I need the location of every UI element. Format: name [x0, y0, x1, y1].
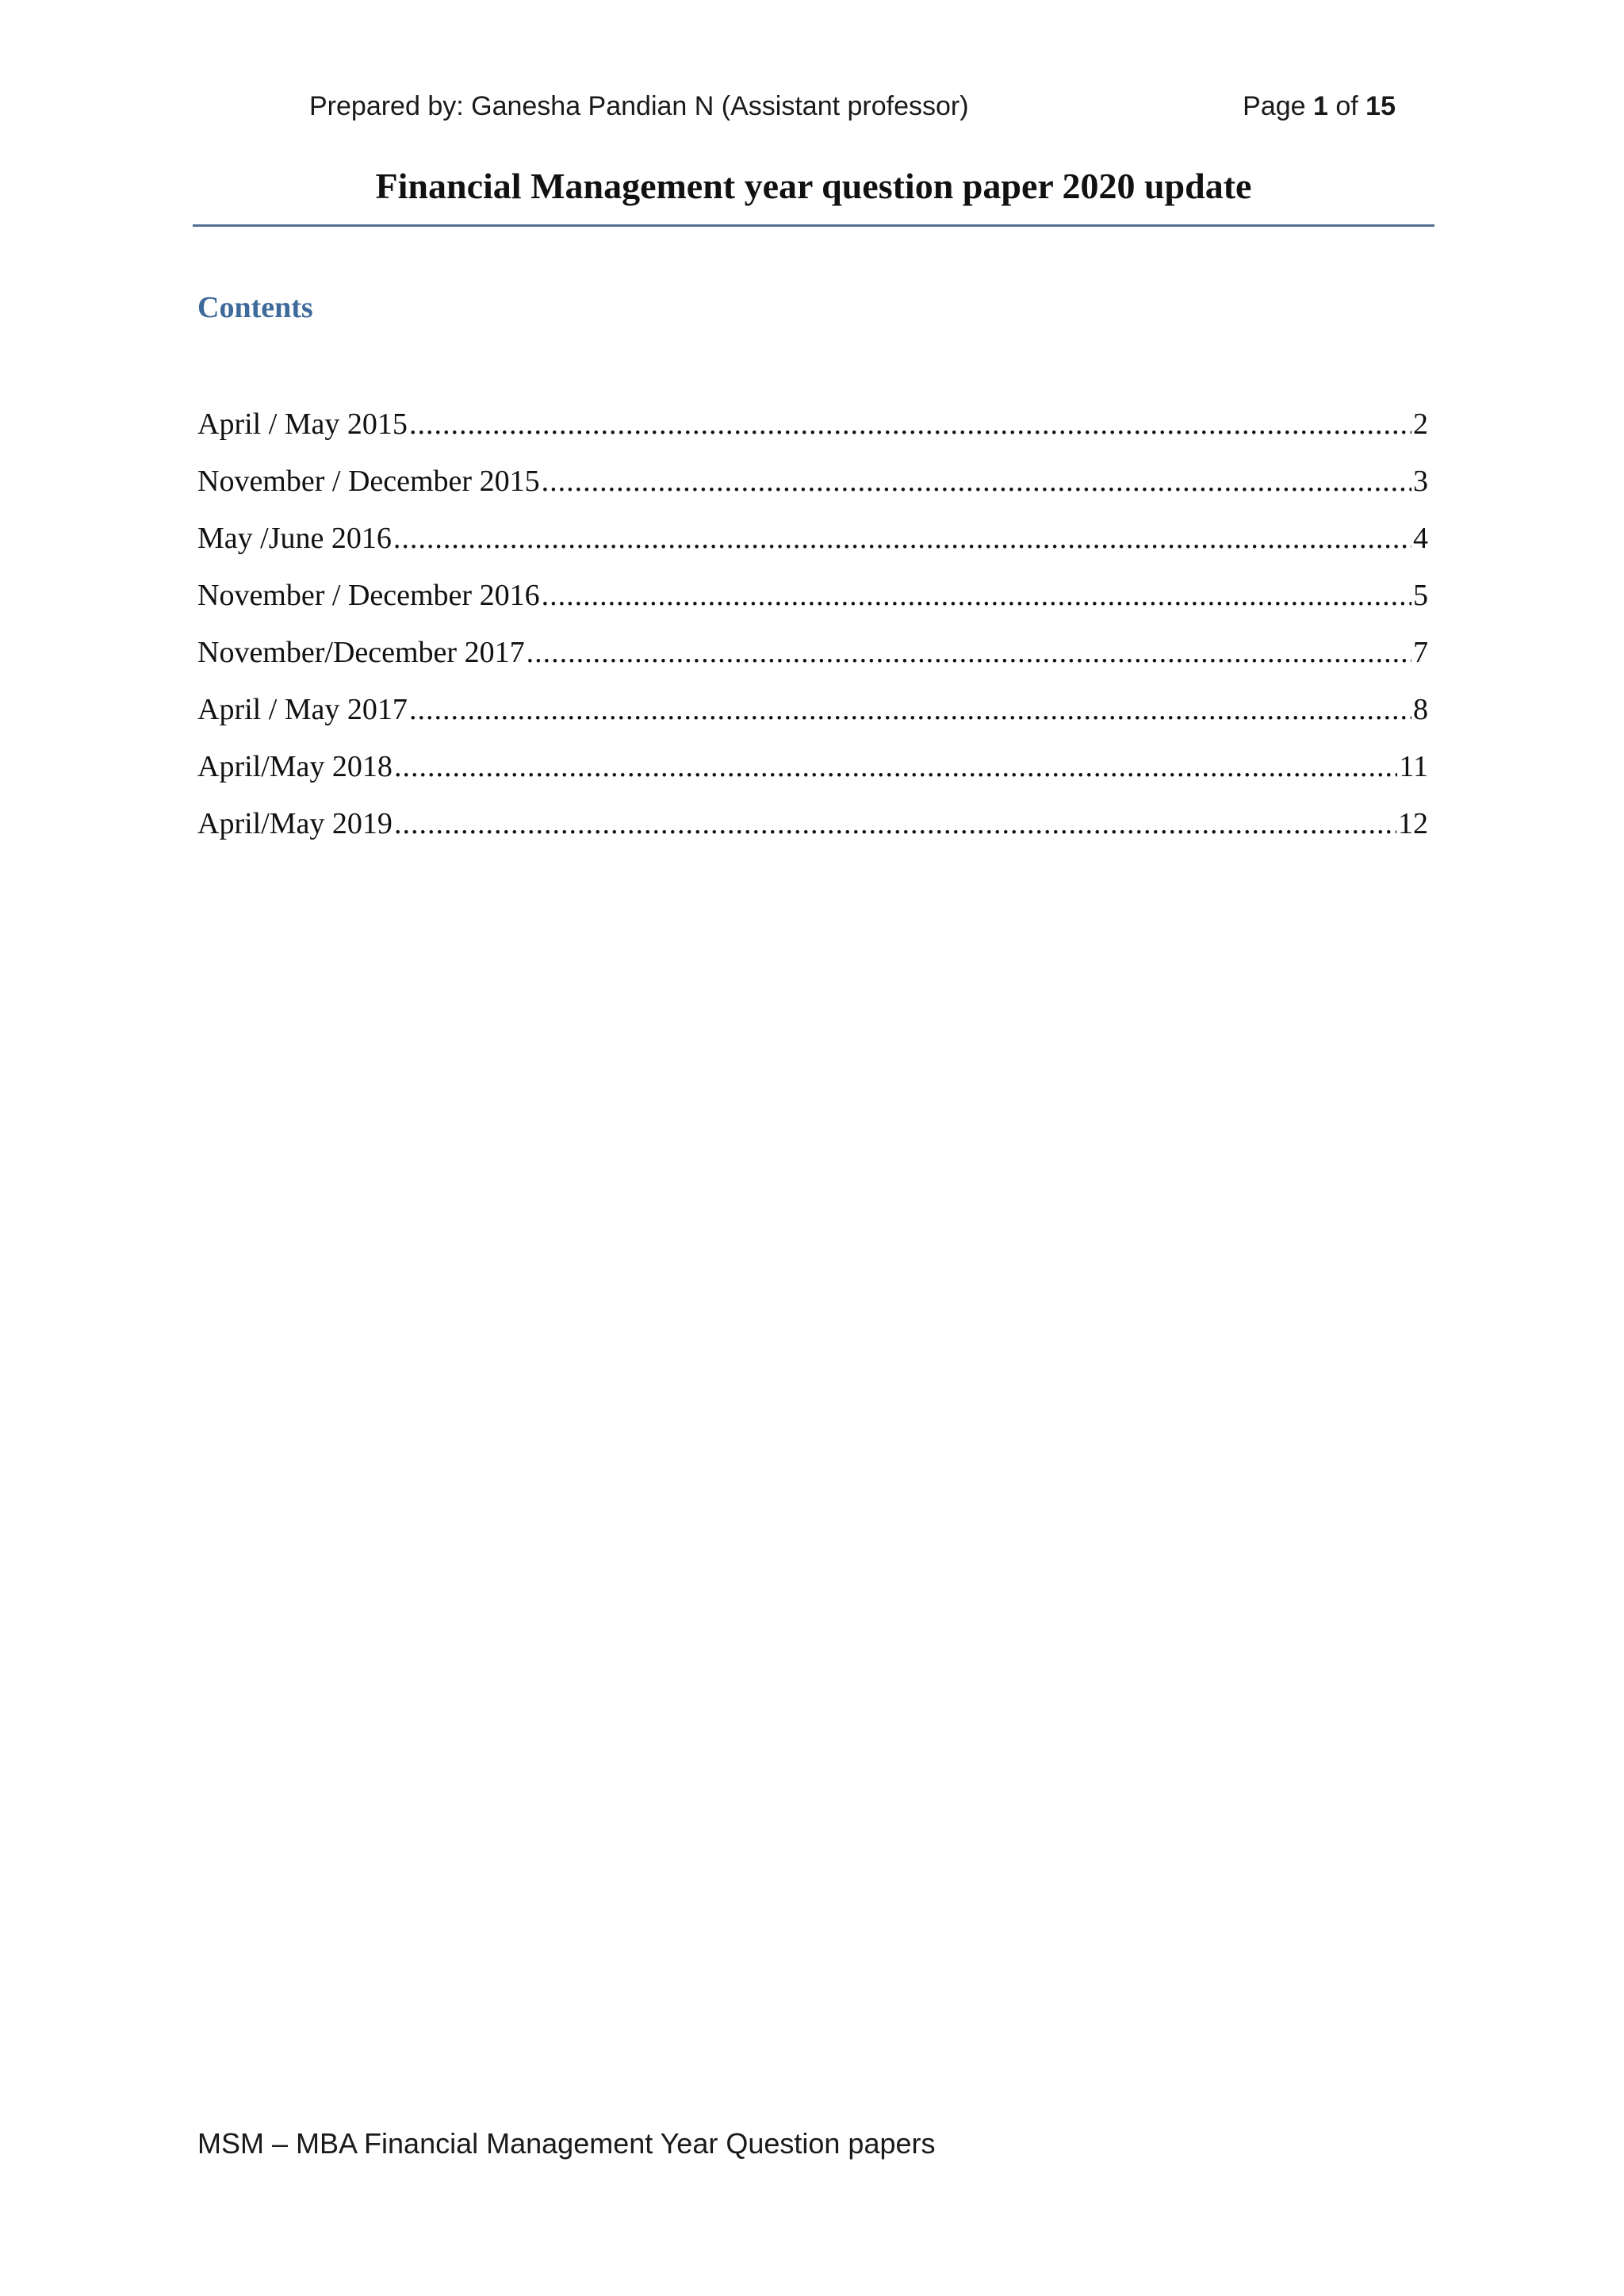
toc-entry-page: 3	[1413, 465, 1428, 498]
page-of: of	[1327, 91, 1366, 121]
toc-entry[interactable]	[197, 743, 1428, 800]
toc-dot-leader	[394, 800, 1396, 848]
toc-entry-label: April/May 2018	[197, 750, 393, 783]
toc-dot-leader	[527, 629, 1411, 676]
page-current: 1	[1313, 91, 1328, 121]
toc-entry-label: November/December 2017	[197, 636, 525, 669]
toc-entry-label: April / May 2017	[197, 693, 408, 726]
toc-dot-leader	[542, 572, 1411, 619]
document-title: Financial Management year question paper 2020 update	[375, 166, 1252, 206]
toc-entry-page: 7	[1413, 636, 1428, 669]
toc-entry-page: 11	[1399, 750, 1428, 783]
toc-entry-page: 4	[1413, 522, 1428, 555]
toc-dot-leader	[409, 400, 1411, 448]
prepared-by-text: Prepared by: Ganesha Pandian N (Assistant professor)	[309, 91, 969, 121]
toc-dot-leader	[394, 743, 1397, 790]
toc-entry-label: April/May 2019	[197, 807, 393, 840]
toc-dot-leader	[542, 457, 1411, 505]
toc-entry-page: 2	[1413, 408, 1428, 441]
toc-entry[interactable]	[197, 400, 1428, 457]
toc-entry[interactable]	[197, 515, 1428, 572]
toc-entry[interactable]	[197, 572, 1428, 629]
toc-entry[interactable]	[197, 800, 1428, 857]
page-number	[1243, 91, 1396, 122]
table-of-contents	[197, 400, 1428, 857]
page-footer: MSM – MBA Financial Management Year Question papers	[197, 2127, 936, 2160]
page-prefix: Page	[1243, 91, 1313, 121]
toc-entry-page: 5	[1413, 579, 1428, 612]
toc-dot-leader	[393, 515, 1411, 562]
toc-entry[interactable]	[197, 686, 1428, 743]
contents-heading: Contents	[197, 291, 313, 324]
title-divider	[193, 224, 1434, 227]
toc-entry-label: April / May 2015	[197, 408, 408, 441]
toc-entry-label: November / December 2015	[197, 465, 540, 498]
page-header	[309, 91, 1434, 131]
toc-entry[interactable]	[197, 457, 1428, 515]
toc-dot-leader	[409, 686, 1411, 733]
toc-entry[interactable]	[197, 629, 1428, 686]
toc-entry-page: 12	[1398, 807, 1428, 840]
toc-entry-label: November / December 2016	[197, 579, 540, 612]
toc-entry-page: 8	[1413, 693, 1428, 726]
toc-entry-label: May /June 2016	[197, 522, 392, 555]
page-total: 15	[1365, 91, 1396, 121]
